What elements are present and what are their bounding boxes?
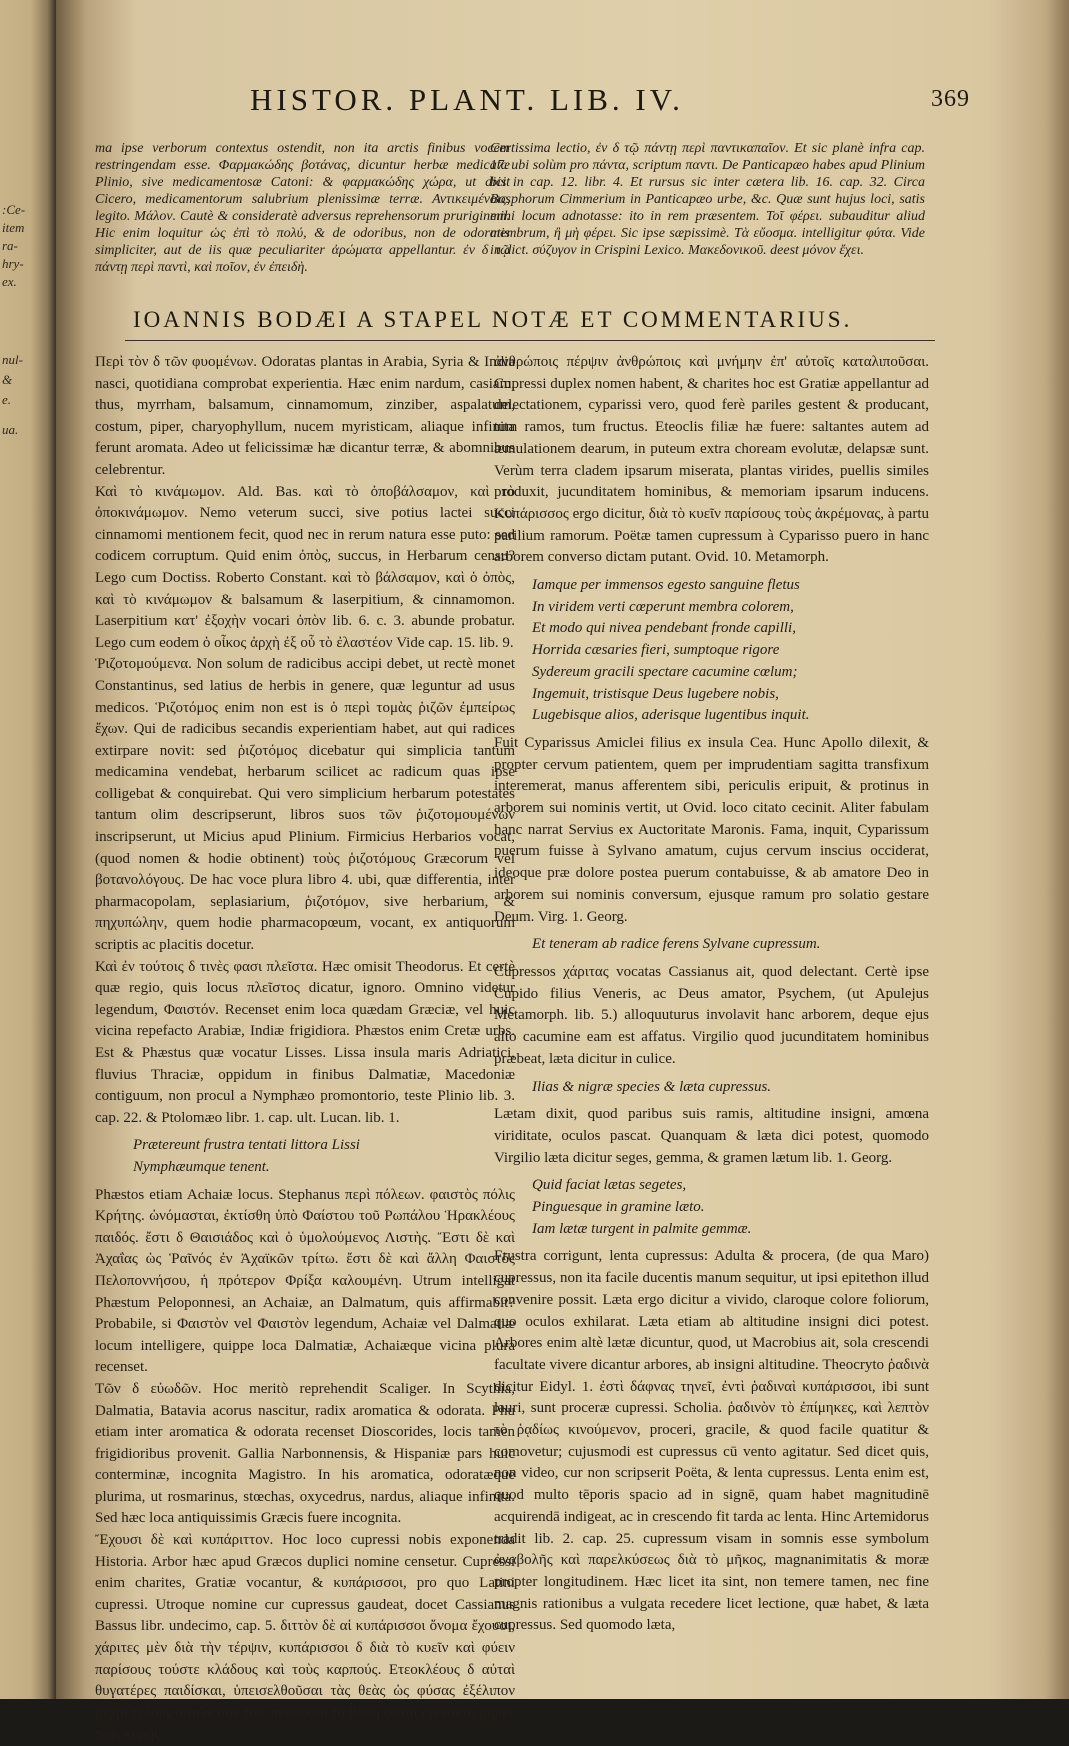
section-rule [125, 340, 935, 341]
verse-quote [95, 1135, 515, 1178]
commentary-paragraph: Καὶ τὸ κινάμωμον. Ald. Bas. καὶ τὸ ὀποβάλσαμον, καὶ τὸ ὀποκινάμωμον. Nemo veterum succi, sive potius lactei succi cinnamomi mentionem fecit, quod nec in rerum natura esse puto: sed codicem corruptum. Quid enim ὀπὸς, succus, in Herbarum censu? Lego cum Doctiss. Roberto Constant. καὶ τὸ βάλσαμον, καὶ ὁ ὀπὸς, καὶ τὸ κινάμωμον & balsamum & laserpitium, & cinnamomon. Laserpitium κατ' ἐξοχὴν vocari ὀπὸν lib. 6. c. 3. abunde probatur. Lego cum eodem ὁ οἶκος ἀρχὴ ἐξ οὗ τὸ ἐλαστέον Vide cap. 15. lib. 9. [95, 483, 515, 651]
margin-fragment: :Ce- [2, 202, 26, 217]
commentary-paragraph: Frustra corrigunt, lenta cupressus: Adulta & procera, (de qua Maro) cupressus, non ita facile ducentis manum sequitur, ut ipsi epitethon illud convenire possit. Læta ergo dicitur a vivido, claroque colore foliorum, quo oculos exhilarat. Læta etiam ab altitudine insigni dici potest. Arbores enim altè lætæ dicuntur, quod, ut Macrobius ait, sola crescendi facultate vivere dicantur arbores, ab insigni altitudine. Theocryto ῥαδινὰ dicitur Eidyl. 1. ἐστὶ δάφνας τηνεῖ, ἐντὶ ῥαδιναὶ κυπάρισσοι, ibi sunt lauri, sunt proceræ cupressi. Scholia. ῥαδινὸν τὸ ἐπίμηκες, καὶ λεπτὸν τὸ ῥᾳδίως κινούμενον, proceri, gracile, & quod facile quatitur & comovetur; cujusmodi est cupressus cū vento agitatur. Sed dicet quis, non video, cur non scripserit Poëta, & lenta cupressus. Lenta enim est, quod multo tēporis spacio ad in signē, quam habet magnitudinē acquirendā indigeat, ac in crescendo fit tarda ac lenta. Hinc Artemidorus tradit lib. 2. cap. 25. cupressum visam in somnis esse symbolum ἀναβολῆς καὶ παρελκύσεως διὰ τὸ μῆκος, magnanimitatis & moræ propter longitudinem. Hæc licet ita sint, non temere tamen, nec fine magnis rationibus a vulgata recedere licet lectione, quæ habet, & læta cupressus. Sed quomodo læta, [494, 1248, 929, 1634]
margin-fragment: ua. [2, 422, 19, 437]
note-paragraph: ma ipse verborum contextus ostendit, non ita arctis finibus vocem restringendam esse. Φαρμακώδης βοτάνας, dicuntur herbæ medicatæ Plinio, sive medicamentosæ Catoni: & φαρμακώδης χώρα, ut dicit Cicero, medicamentorum salubrium plenissimæ terræ. Αντικειμένοις, legito. Μάλον. Cautè & consideratè adversus reprehensorum pruriginem. Hic enim loquitur ὡς ἐπὶ τὸ πολύ, & de odoribus, non de odoratis simpliciter, aut de iis quæ peculiariter ἀρώματα appellantur. ἐν δ τῷ πάντῃ περὶ παντὶ, καὶ ποῖον, ἐν ἐπειδὴ. [95, 141, 510, 275]
verse-line: Iamque per immensos egesto sanguine fletus [532, 577, 800, 594]
verse-line: Ingemuit, tristisque Deus lugebere nobis, [532, 685, 779, 702]
verse-quote [494, 1175, 929, 1240]
top-note-right [490, 140, 925, 259]
commentary-paragraph: Cupressos χάριτας vocatas Cassianus ait, quod delectant. Certè ipse Cupido filius Veneris, ac Deus amator, Psychem, (ut Apulejus Metamorph. lib. 5.) alloquuturus involavit hanc arborem, deque ejus alto cacumine eam est affatus. Virgilio quod jucunditatem hominibus præbeat, læta dicitur in culice. [494, 963, 929, 1067]
margin-fragment: ex. [2, 274, 17, 289]
running-header [250, 82, 970, 118]
page-number: 369 [931, 86, 970, 112]
commentary-paragraph: Τῶν δ εὐωδῶν. Hoc meritò reprehendit Scaliger. In Scythia, Dalmatia, Batavia acorus nascitur, radix aromatica & odorata. Phu etiam inter aromatica & odorata recenset Dioscorides, locis tamen frigidioribus provenit. Gallia Narbonnensis, & Hispaniæ pars huic conterminæ, incognita Magistro. In his aromatica, odoratæque plurima, ut rosmarinus, stœchas, oxycedrus, nardus, aliaque infinita. Sed hæc loca antiquissimis Græcis fuere incognita. [95, 1380, 515, 1527]
commentary-paragraph: Phæstos etiam Achaiæ locus. Stephanus περὶ πόλεων. φαιστὸς πόλις Κρήτης. ὠνόμασται, ἐκτίσθη ὑπὸ Φαίστου τοῦ Ρωπάλου Ἡρακλέους παιδός. ἔστι δ Θαισιάδος καὶ ὁ ὑμολούμενος Λιστὴς. Ἔστι δὲ καὶ Ἀχαΐας ὡς Ῥαῖνός ἐν Ἀχαϊκῶν τρίτω. ἔστι δὲ καὶ ἄλλη Φαιστὸς Πελοποννήσου, ἡ πρότερον Φρίξα καλουμένη. Utrum intelligat Phæstum Peloponnesi, an Achaiæ, an Dalmatum, quis affirmabit? Probabile, si Φαιστὸν vel Φαιστὸν legendum, Achaiæ vel Dalmatiæ locum intelligere, quippe loca Dalmatiæ, Achaiæque vicina plura recenset. [95, 1186, 515, 1376]
verse-quote [494, 575, 929, 727]
verse-line: Pinguesque in gramine læto. [532, 1199, 705, 1216]
note-paragraph: Certissima lectio, ἐν δ τῷ πάντῃ περὶ παντικαπαῖον. Et sic planè infra cap. 17. ubi solùm pro πάντα, scriptum παντι. De Panticapæo habes apud Plinium bis in cap. 12. libr. 4. Et rursus sic inter cætera lib. 16. cap. 32. Circa Bosphorum Cimmerium in Panticapæo urbe, &c. Quæ sunt hujus loci, satis mihi locum adnotasse: ito in rem præsentem. Τοῖ φέρει. subauditur aliud membrum, ἢ μὴ φέρει. Sic ipse sæpissimè. Τὰ εὔοσμα. intelligitur φύτα. Vide in dict. σύζυγον in Crispini Lexico. Μακεδονικοῦ. deest μόνον ἔχει. [490, 141, 925, 258]
commentary-paragraph: Περὶ τὸν δ τῶν φυομένων. Odoratas plantas in Arabia, Syria & India nasci, quotidiana comprobat experientia. Hæc enim nardum, casiam, thus, myrrham, balsamum, cinnamomum, zinziber, aspalatum, costum, piper, charyophyllum, nucem myristicam, aliaque infinita ferunt aromata. Adeo ut felicissimæ hæ dicantur terræ, & abomnibus celebrentur. [95, 354, 515, 478]
margin-fragment: nul- [2, 352, 23, 367]
margin-fragment: hry- [2, 256, 24, 271]
verse-line: Et modo qui nivea pendebant fronde capilli, [532, 620, 796, 637]
commentary-left-column [95, 352, 515, 1746]
commentary-paragraph: Ῥιζοτομούμενα. Non solum de radicibus accipi debet, ut rectè monet Constantinus, sed latius de herbis in genere, quæ leguntur ad usus medicos. Ῥιζοτόμος enim non est is ὁ περὶ τομὰς ῥιζῶν ἐμπείρως ἔχων. Qui de radicibus secandis experientiam habet, aut qui radices extirpare novit: sed ῥιζοτόμος dicebatur qui simplicia tantum medicamina vendebat, herbarum scilicet ac radicum quas ipse colligebat & conquirebat. Qui vero simplicium herbarum potestates tantum olim descripserunt, libros suos τῶν ῥιζοτομουμένων inscripserunt, ut Micius apud Plinium. Firmicius Herbarios vocat, (quod nomen & hodie obtinent) τοὺς ῥιζοτόμους Græcorum vel βοτανολόγους. De hac voce plura libro 4. ubi, quæ differentia, inter pharmacopolam, seplasiarium, ῥιζοτόμον, sive herbarium, & πηχυπώλην, quem hodie pharmacopœum, vocant, ex antiquorum scriptis ac placitis docetur. [95, 656, 515, 954]
verse-line: Quid faciat lætas segetes, [532, 1177, 687, 1194]
top-note-left [95, 140, 510, 276]
verse-line: Prætereunt frustra tentati littora Lissi [133, 1137, 360, 1154]
commentary-paragraph: Καὶ ἐν τούτοις δ τινὲς φασι πλεῖστα. Hæc omisit Theodorus. Et certè quæ regio, quis locus πλεῖστος dicatur, ignoro. Omnino videtur legendum, Φαιστόν. Recenset enim loca quædam Græciæ, vel huic vicina repefacto Arabiæ, Indiæ frigidiora. Phæstos enim Cretæ urbs. Est & Phæstus quæ vocatur Lisses. Lissa insula maris Adriatici, fluvius Thraciæ, oppidum in finibus Dalmatiæ, Macedoniæ contiguum, non procul a Nymphæo promontorio, teste Plinio lib. 3. cap. 22. & Ptolomæo libr. 1. cap. ult. Lucan. lib. 1. [95, 958, 515, 1126]
commentary-paragraph: Fuit Cyparissus Amiclei filius ex insula Cea. Hunc Apollo dilexit, & propter cervum patientem, quem per imprudentiam sagitta transfixum interemerat, manus afferentem sibi, periculis eripuit, & protinus in arborem sui nominis vertit, ut Ovid. loco citato cecinit. Aliter fabulam hanc narrat Servius ex Auctoritate Maronis. Fama, inquit, Cyparissum puerum fuisse à Sylvano amatum, cujus cervum inscius occiderat, ideoque præ dolore postea puerum contabuisse, & ab amatore Deo in arborem sui nominis conversum, ejusque ramum pro solatio gestare Deum. Virg. 1. Georg. [494, 734, 929, 925]
commentary-paragraph: Ἔχουσι δὲ καὶ κυπάριττον. Hoc loco cupressi nobis exponenda Historia. Arbor hæc apud Græcos duplici nomine censetur. Cupressi enim charites, Gratiæ vocantur, & κυπάρισσοι, pro quo Latini cupressi. Utroque nomine cur cupressus gaudeat, docet Cassianus Bassus libr. undecimo, cap. 5. διττὸν δὲ αἱ κυπάρισσοι ὄνομα ἔχουσι, χάριτες μὲν διὰ τὴν τέρψιν, κυπάρισσοι δ διὰ τὸ κυεῖν καὶ φύειν παρίσους τούστε κλάδους καὶ τοὺς καρπούς. Ετεοκλέους δ αὐταὶ θυγατέρες παιδίσκαι, ὑπεισελθοῦσαι τὰς θεὰς ὡς φύσας ἐξέλιπον μέχρι τέλους αὐτῶν σὺν τοῖς πεσοῦσαι τὰ βάθη φυταὶ ἐγένοντο μήδεν παῖς κόρης [95, 1532, 515, 1743]
verse-line: Et teneram ab radice ferens Sylvane cupressum. [532, 936, 821, 953]
previous-page-edge [0, 0, 56, 1699]
commentary-right-column [494, 352, 929, 1637]
verse-quote [494, 1077, 929, 1099]
margin-fragment: item [2, 220, 25, 235]
verse-line: Ilias & nigræ species & læta cupressus. [532, 1078, 772, 1095]
verse-line: Horrida cæsaries fieri, sumptoque rigore [532, 642, 780, 659]
commentary-paragraph: ἀνθρώποις πέρψιν ἀνθρώποις καὶ μνήμην ἐπ' αὐτοῖς καταλιποῦσαι. Cupressi duplex nomen habent, & charites hoc est Gratiæ appellantur ad delectationem, cyparissi vero, quod ferè pariles gestent & producant, tum ramos, tum fructus. Eteoclis filiæ hæ fuere: saltantes autem ad æmulationem dearum, in puteum extra choream evolutæ, delapsæ sunt. Verùm terra cladem ipsarum miserata, plantas virides, puellis similes produxit, jucunditatem hominibus, & memoriam ipsarum inducens. Κυπάρισσος ergo dicitur, διὰ τὸ κυεῖν παρίσους τοὺς ἀκρέμονας, à partu parilium ramorum. Poëtæ tamen cupressum à Cyparisso puero in hanc arborem converso dictam putant. Ovid. 10. Metamorph. [494, 354, 929, 566]
section-title: IOANNIS BODÆI A STAPEL NOTÆ ET COMMENTARIUS. [133, 307, 853, 332]
verse-line: Nymphæumque tenent. [133, 1158, 270, 1175]
running-title: HISTOR. PLANT. LIB. IV. [250, 82, 684, 117]
verse-line: Iam lætæ turgent in palmite gemmæ. [532, 1220, 752, 1237]
page-shadow [1045, 0, 1069, 1699]
margin-fragment: e. [2, 392, 12, 407]
commentary-paragraph: Lætam dixit, quod paribus suis ramis, altitudine insigni, amœna viriditate, oculos pascat. Quanquam & læta dici potest, quomodo Virgilio læta dicitur seges, gemma, & gramen lætum lib. 1. Georg. [494, 1106, 929, 1166]
margin-fragment: & [2, 372, 13, 387]
verse-line: In viridem verti cœperunt membra colorem, [532, 598, 794, 615]
verse-quote [494, 934, 929, 956]
verse-line: Lugebisque alios, aderisque lugentibus inquit. [532, 707, 810, 724]
verse-line: Sydereum gracili spectare cacumine cœlum; [532, 663, 798, 680]
margin-fragment: ra- [2, 238, 18, 253]
